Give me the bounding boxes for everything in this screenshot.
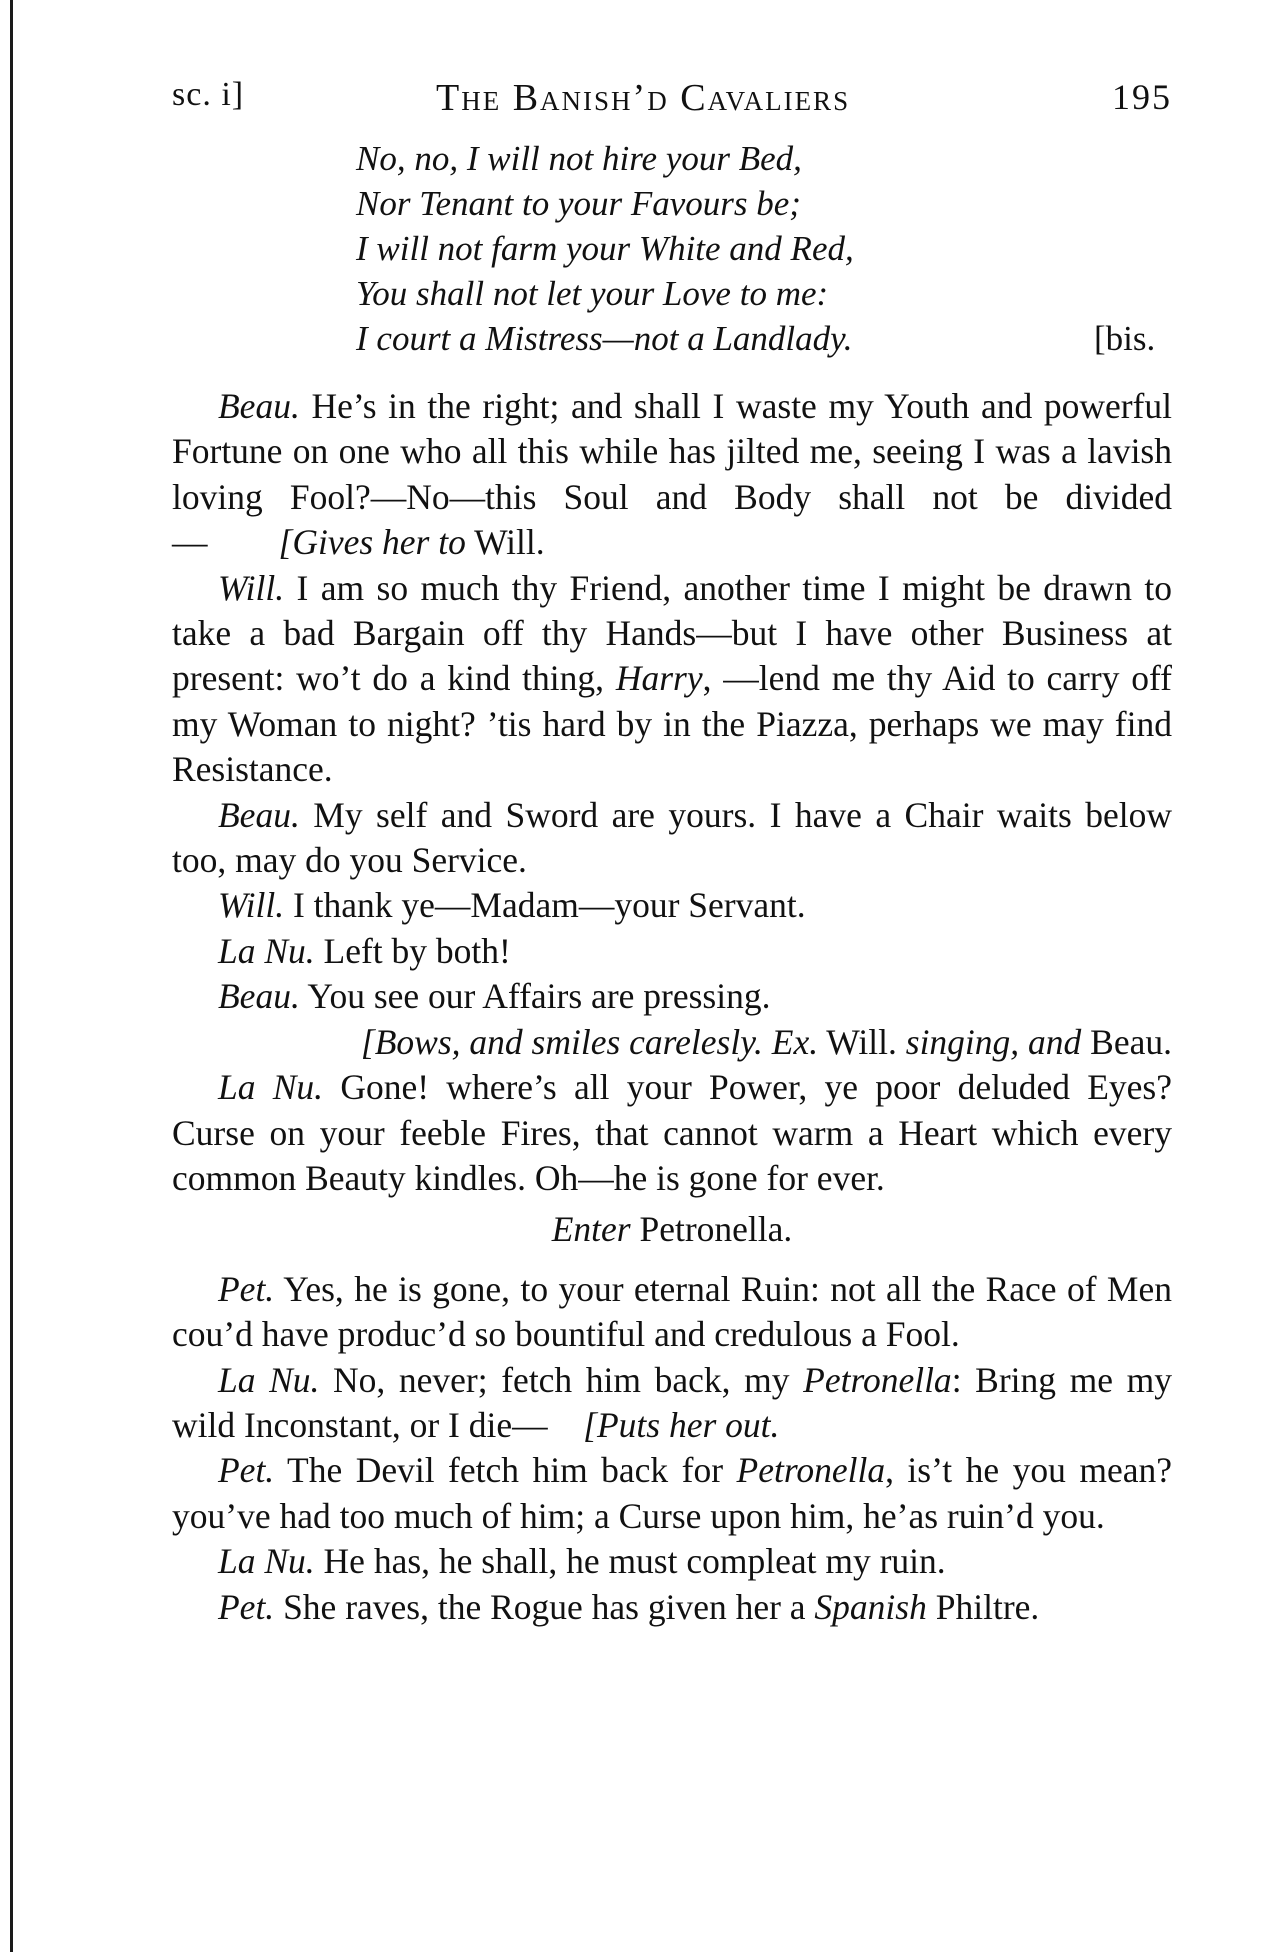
dialogue-text: Philtre.	[926, 1586, 1040, 1627]
dialogue-text: Left by both!	[314, 930, 511, 971]
character-name: Beau.	[1081, 1021, 1172, 1062]
nationality-word: Spanish	[814, 1586, 927, 1627]
page-spine-edge	[10, 0, 13, 1952]
verse-line: I court a Mistress—not a Landlady.	[356, 319, 853, 358]
dialogue-text: Yes, he is gone, to your eternal Ruin: not all the Race of Men cou’d have produc’d so bountiful and credulous a Fool.	[172, 1268, 1172, 1355]
stage-direction: Enter	[551, 1209, 631, 1250]
verse-line: I will not farm your White and Red,	[356, 229, 854, 268]
stage-direction: [Gives her to	[278, 522, 466, 563]
dialogue-text: Gone! where’s all your Power, ye poor deluded Eyes? Curse on your feeble Fires, that cannot warm a Heart which every common Beauty kindles. Oh—he is gone for ever.	[172, 1067, 1172, 1198]
speaker-name: Pet.	[218, 1586, 275, 1627]
dialogue-paragraph	[172, 1448, 1172, 1539]
dialogue-text: He’s in the right; and shall I waste my Youth and powerful Fortune on one who all this while has jilted me, seeing I was a lavish loving Fool?—No—this Soul and Body shall not be divided—	[172, 386, 1172, 563]
dialogue-paragraph	[172, 793, 1172, 884]
running-title: The Banish’d Cavaliers	[436, 77, 851, 119]
speaker-name: Will.	[218, 885, 285, 926]
dialogue-text: My self and Sword are yours. I have a Chair waits below too, may do you Service.	[172, 794, 1172, 881]
bis-stage-direction: [bis.	[1094, 319, 1156, 358]
dialogue-text: She raves, the Rogue has given her a	[274, 1586, 815, 1627]
speaker-name: Beau.	[218, 386, 300, 426]
stage-direction-exit	[172, 1020, 1172, 1065]
dialogue-paragraph	[172, 1585, 1172, 1630]
stage-direction: [Puts her out.	[574, 1404, 780, 1445]
speaker-name: La Nu.	[218, 1359, 320, 1400]
dialogue-text: , —lend me thy Aid to carry off my Woman to night? ’tis hard by in the Piazza, perhaps we may find Resistance.	[172, 658, 1172, 790]
dialogue-paragraph	[172, 1267, 1172, 1358]
character-name: Petronella.	[630, 1209, 793, 1250]
character-name: Petronella	[736, 1450, 886, 1491]
speaker-name: Beau.	[218, 794, 300, 835]
verse-line: You shall not let your Love to me:	[356, 274, 829, 313]
character-name: Harry	[615, 658, 703, 699]
verse-line: No, no, I will not hire your Bed,	[356, 139, 802, 178]
verse-line: Nor Tenant to your Favours be;	[356, 184, 801, 223]
dialogue-paragraph	[172, 566, 1172, 793]
verse-line-last	[356, 316, 1176, 361]
character-name: Petronella	[803, 1359, 952, 1400]
dialogue-text: I am so much thy Friend, another time I might be drawn to take a bad Bargain off thy Hands—but I have other Business at present: wo’t do a kind thing,	[172, 567, 1172, 699]
speaker-name: La Nu.	[218, 1541, 315, 1582]
speaker-name: La Nu.	[218, 930, 315, 971]
dialogue-paragraph	[172, 1539, 1172, 1584]
dialogue-paragraph	[172, 883, 1172, 928]
speaker-name: Will.	[218, 567, 285, 608]
dialogue-text: : Bring me my wild Inconstant, or I die—	[172, 1359, 1172, 1445]
scene-reference: sc. i]	[172, 76, 245, 113]
stage-direction: singing, and	[905, 1021, 1082, 1062]
running-header	[172, 76, 1172, 120]
song-verse	[356, 136, 1176, 361]
dialogue-text: No, never; fetch him back, my	[319, 1359, 804, 1400]
stage-direction-enter	[172, 1207, 1172, 1252]
dialogue-body	[172, 384, 1172, 1630]
dialogue-paragraph	[172, 1358, 1172, 1449]
dialogue-text: , is’t he you mean? you’ve had too much of him; a Curse upon him, he’as ruin’d you.	[172, 1450, 1172, 1536]
dialogue-text: I thank ye—Madam—your Servant.	[284, 885, 806, 926]
speaker-name: Pet.	[218, 1450, 275, 1491]
speaker-name: Pet.	[218, 1268, 275, 1309]
dialogue-paragraph	[172, 974, 1172, 1019]
dialogue-text: He has, he shall, he must compleat my ruin.	[314, 1541, 946, 1582]
page-number: 195	[1112, 77, 1172, 117]
dialogue-paragraph	[172, 1065, 1172, 1201]
character-name: Will.	[818, 1021, 906, 1062]
speaker-name: Beau.	[218, 976, 300, 1017]
dialogue-paragraph	[172, 384, 1172, 566]
stage-direction: [Bows, and smiles carelesly. Ex.	[360, 1021, 819, 1062]
dialogue-paragraph	[172, 929, 1172, 974]
speaker-name: La Nu.	[218, 1067, 324, 1108]
dialogue-text: The Devil fetch him back for	[274, 1450, 737, 1491]
dialogue-text: You see our Affairs are pressing.	[299, 976, 771, 1017]
character-name: Will.	[465, 522, 545, 563]
